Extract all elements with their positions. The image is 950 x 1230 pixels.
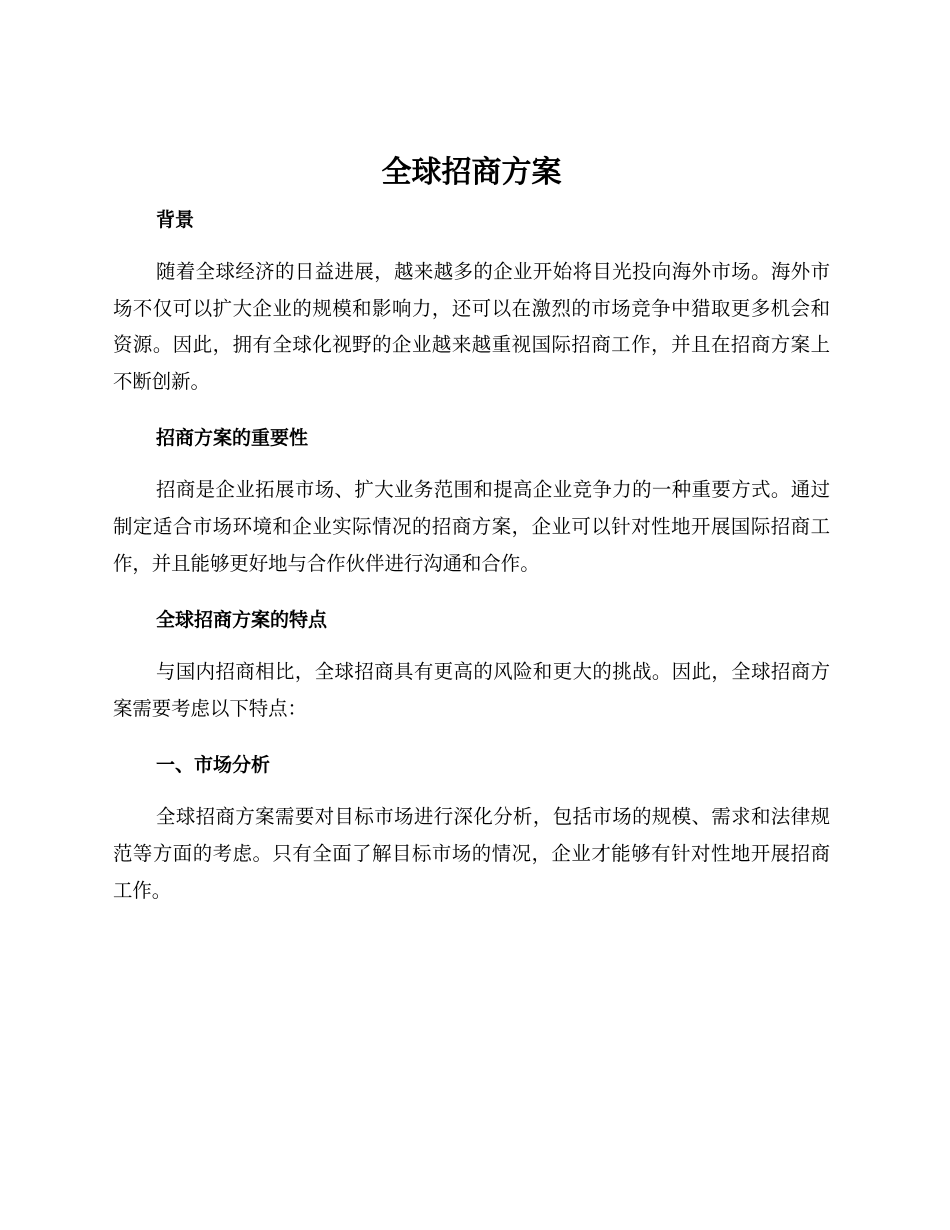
section-paragraph: 全球招商方案需要对目标市场进行深化分析，包括市场的规模、需求和法律规范等方面的考虑。只有全面了解目标市场的情况，企业才能够有针对性地开展招商工作。 — [113, 805, 830, 902]
section-background — [113, 200, 830, 400]
section-heading: 全球招商方案的特点 — [156, 609, 328, 632]
section-heading: 一、市场分析 — [156, 754, 271, 777]
section-features — [113, 600, 830, 727]
section-paragraph: 与国内招商相比，全球招商具有更高的风险和更大的挑战。因此，全球招商方案需要考虑以下特点： — [113, 660, 830, 720]
section-paragraph: 随着全球经济的日益进展，越来越多的企业开始将目光投向海外市场。海外市场不仅可以扩大企业的规模和影响力，还可以在激烈的市场竞争中猎取更多机会和资源。因此，拥有全球化视野的企业越来越重视国际招商工作，并且在招商方案上不断创新。 — [113, 260, 830, 393]
section-market-analysis — [113, 745, 830, 909]
document-title: 全球招商方案 — [381, 155, 562, 190]
section-paragraph: 招商是企业拓展市场、扩大业务范围和提高企业竞争力的一种重要方式。通过制定适合市场环境和企业实际情况的招商方案，企业可以针对性地开展国际招商工作，并且能够更好地与合作伙伴进行沟通和合作。 — [113, 478, 830, 575]
document-content — [113, 146, 830, 909]
section-heading: 招商方案的重要性 — [156, 427, 309, 450]
section-heading: 背景 — [156, 209, 195, 231]
section-importance — [113, 418, 830, 582]
